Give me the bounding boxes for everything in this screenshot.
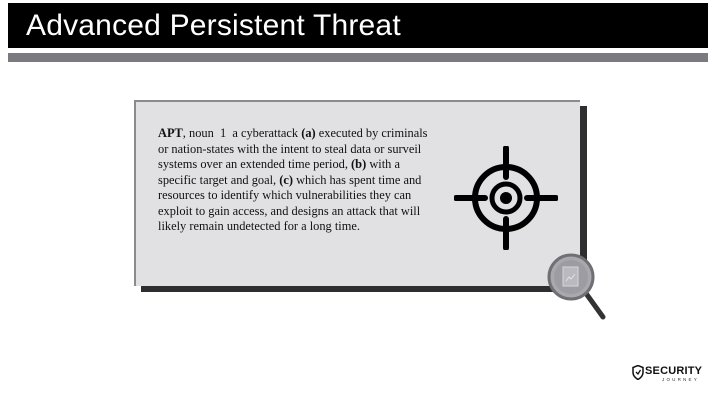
- marker-c: (c): [279, 172, 293, 187]
- marker-b: (b): [351, 157, 367, 171]
- target-crosshair-icon: [454, 146, 558, 250]
- definition-part-a: executed by criminals or nation-states with the intent to steal data or surveil systems over an extended time period,: [158, 126, 428, 171]
- security-journey-logo: [632, 363, 706, 383]
- definition-text: [158, 126, 430, 235]
- definition-intro: a cyberattack: [232, 126, 299, 140]
- shield-lock-icon: [632, 365, 644, 380]
- definition-term: APT: [158, 126, 183, 140]
- definition-part-c: which has spent time and resources to identify which vulnerabilities they can exploit to gain access, and designs an attack that will likely remain undetected for a long time.: [158, 172, 422, 233]
- logo-subtext: JOURNEY: [662, 377, 699, 382]
- part-of-speech: , noun: [182, 126, 214, 140]
- logo-wordmark: SECURITY: [645, 365, 703, 377]
- definition-card: [134, 100, 580, 286]
- page-title: Advanced Persistent Threat: [26, 9, 401, 42]
- definition-part-b: with a specific target and goal,: [158, 157, 400, 187]
- title-bar: [8, 3, 708, 48]
- title-divider: [8, 53, 708, 62]
- magnifying-glass-icon: [547, 252, 609, 324]
- marker-a: (a): [301, 126, 316, 140]
- sense-number: 1: [219, 126, 227, 140]
